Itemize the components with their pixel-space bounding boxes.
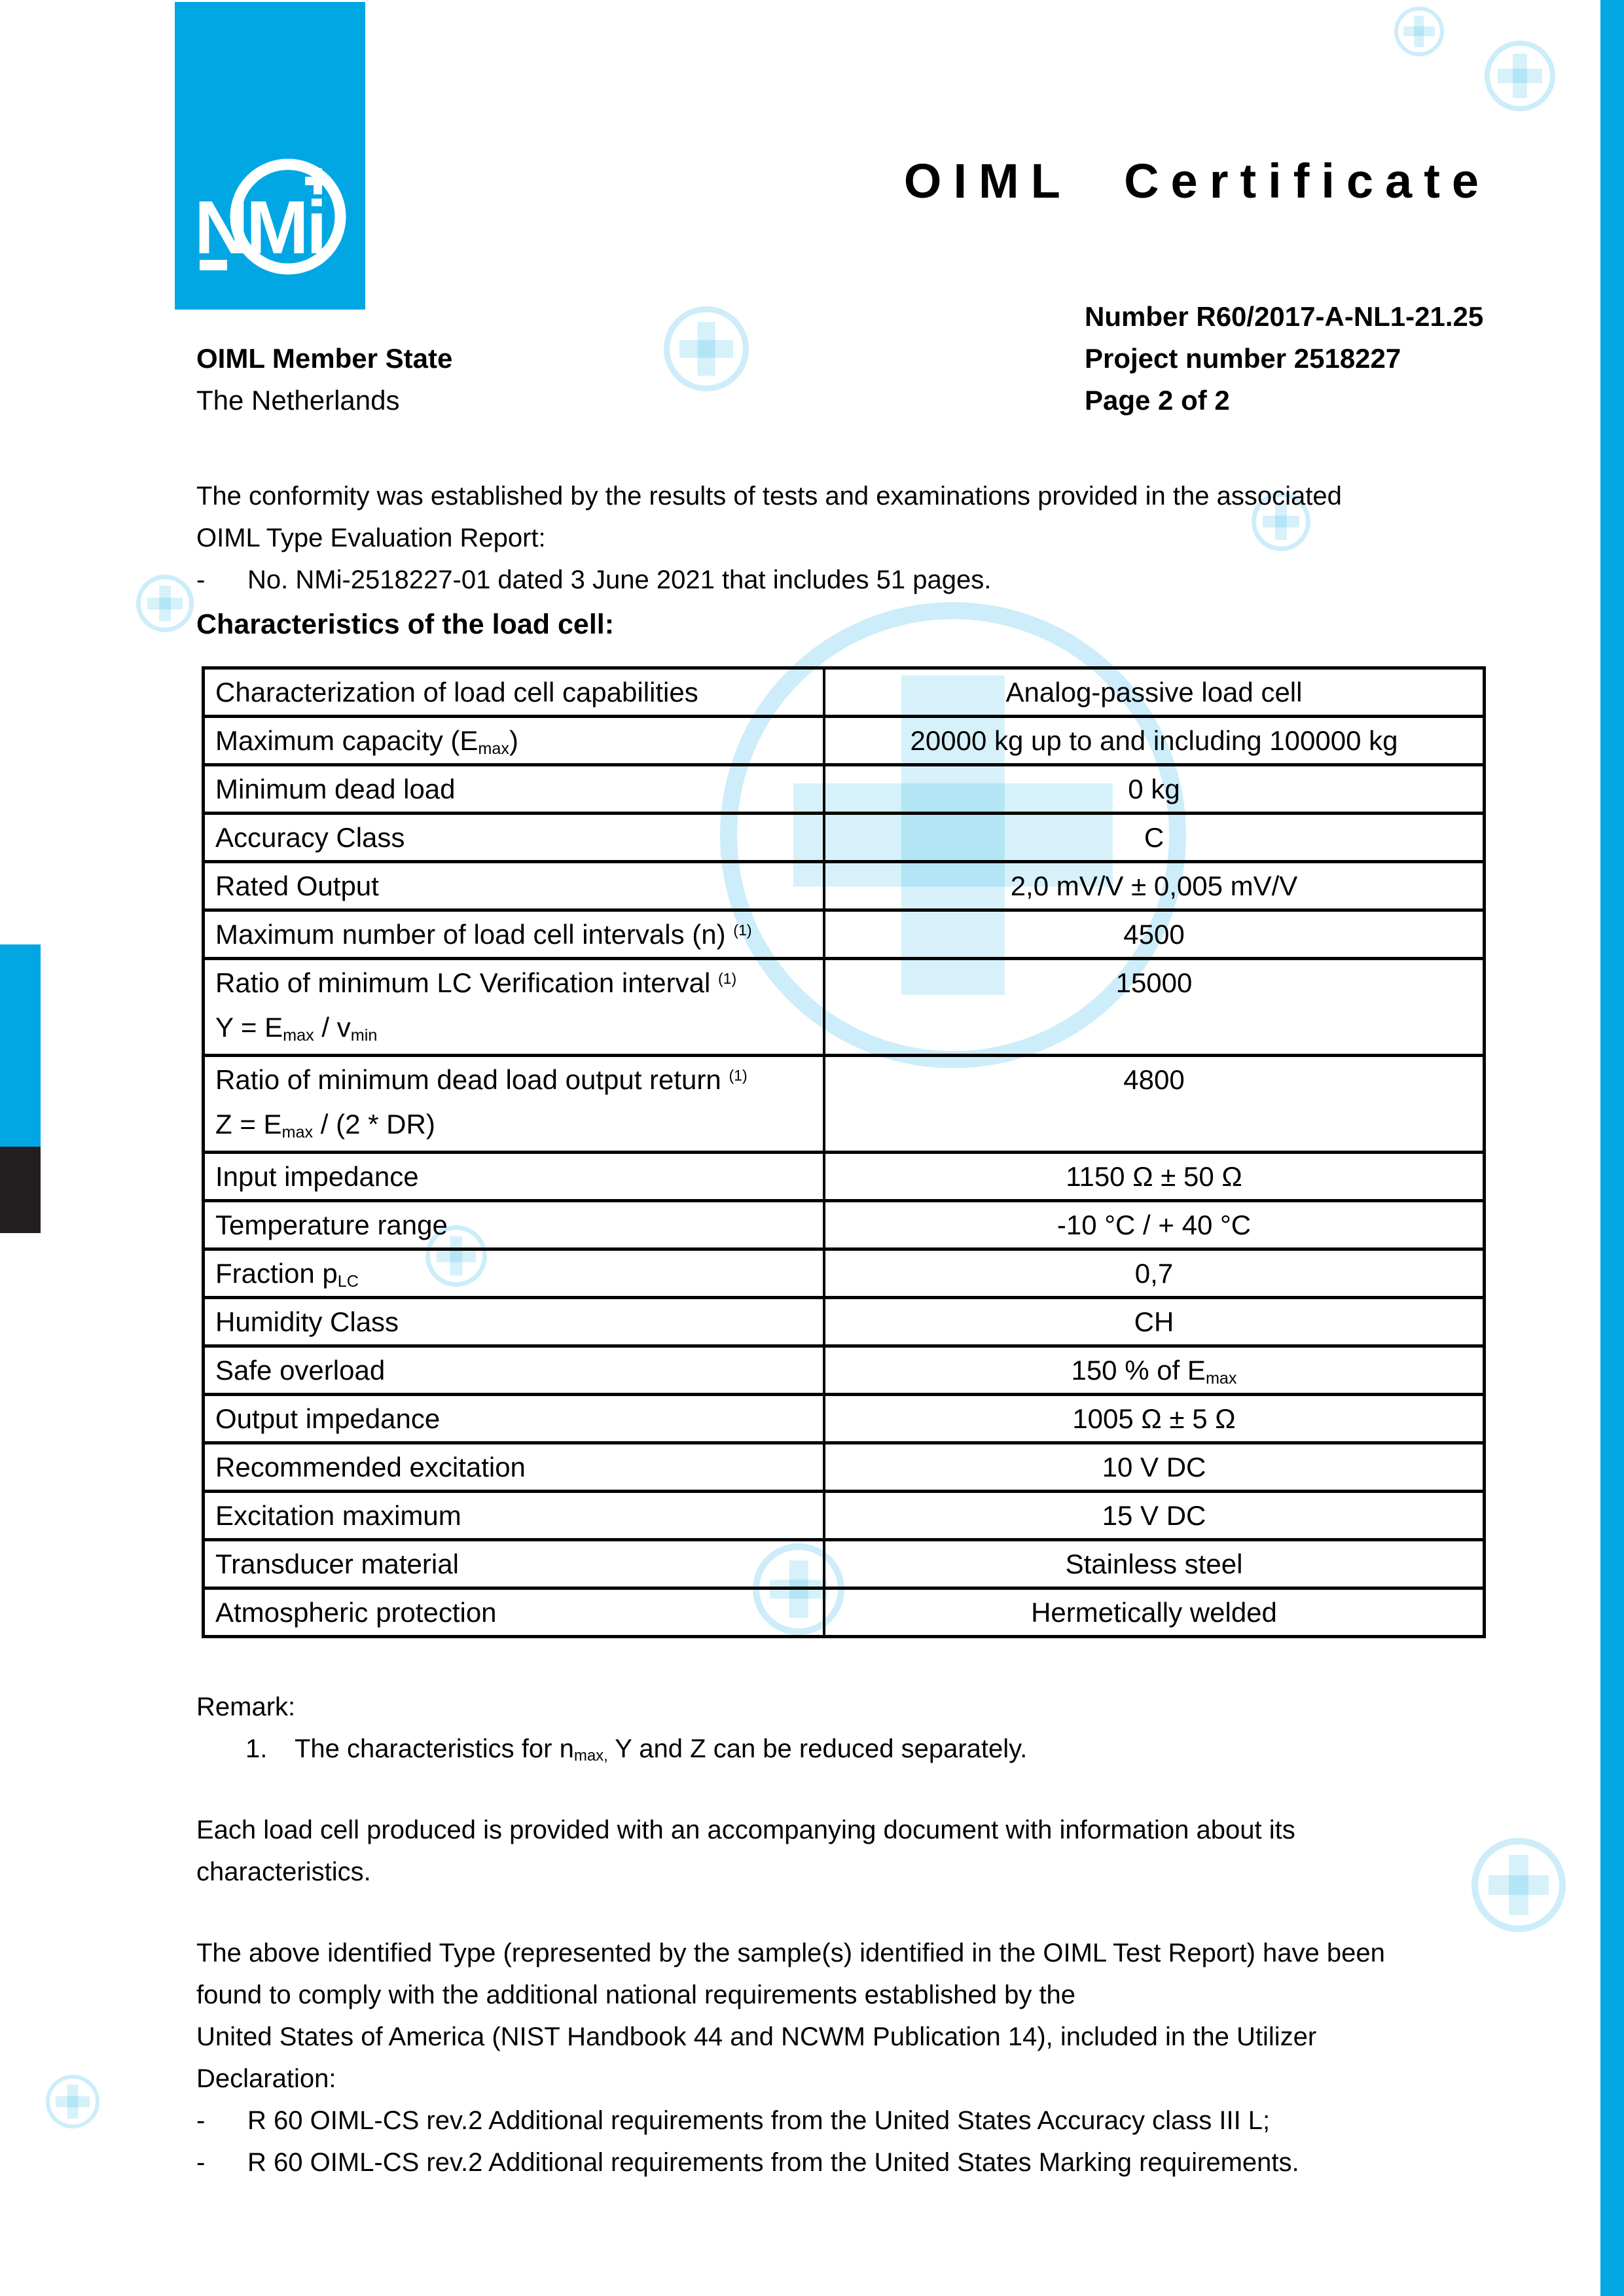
characteristics-table	[202, 666, 1486, 1638]
table-value: 1005 Ω ± 5 Ω	[1072, 1403, 1236, 1434]
table-label: Atmospheric protection	[215, 1597, 497, 1628]
table-label-cell	[205, 1154, 825, 1199]
remark-item	[196, 1728, 1502, 1770]
member-state-label: OIML Member State	[196, 343, 453, 374]
requirement-bullet-text: R 60 OIML-CS rev.2 Additional requirements from the United States Marking requirements.	[247, 2148, 1299, 2177]
bullet-dash: -	[196, 2106, 206, 2135]
table-label: Recommended excitation	[215, 1452, 526, 1482]
project-number: Project number 2518227	[1085, 343, 1401, 374]
table-value: C	[1144, 822, 1164, 853]
table-label: Transducer material	[215, 1549, 459, 1579]
logo-wordmark: NMi	[194, 186, 325, 270]
plus-circle-watermark	[1485, 41, 1555, 111]
table-label-cell	[205, 1590, 825, 1635]
table-label-cell	[205, 1396, 825, 1441]
table-label: Fraction $p_{LC}$	[215, 1258, 359, 1291]
paragraph-line: The conformity was established by the results of tests and examinations provided in the associated	[196, 482, 1342, 511]
paragraph-line: found to comply with the additional national requirements established by the	[196, 1981, 1076, 2009]
table-label: Temperature range	[215, 1210, 448, 1240]
table-label-cell	[205, 766, 825, 812]
page-title: OIML Certificate	[903, 154, 1490, 208]
table-label: Ratio of minimum LC Verification interval $^{(1)}$	[215, 967, 737, 998]
report-bullet	[196, 559, 1499, 601]
table-row	[205, 670, 1483, 718]
table-value: 4800	[1123, 1064, 1185, 1095]
table-value: -10 °C / + 40 °C	[1056, 1210, 1252, 1240]
table-value: 150 % of $E_{max}$	[1071, 1355, 1237, 1388]
table-label-cell	[205, 1493, 825, 1538]
paragraph-line: OIML Type Evaluation Report:	[196, 524, 546, 552]
table-label: Ratio of minimum dead load output return $^{(1)}$	[215, 1064, 748, 1095]
bullet-dash: -	[196, 565, 206, 594]
paragraph-line: Each load cell produced is provided with an accompanying document with information about its	[196, 1816, 1295, 1844]
table-value: 4500	[1123, 919, 1185, 950]
paragraph-line: The above identified Type (represented by the sample(s) identified in the OIML Test Report) have been	[196, 1939, 1385, 1967]
table-row	[205, 1493, 1483, 1541]
table-row	[205, 1348, 1483, 1396]
table-value: 20000 kg up to and including 100000 kg	[910, 725, 1398, 756]
table-value: 2,0 mV/V ± 0,005 mV/V	[1010, 870, 1298, 901]
table-label: Maximum capacity $(E_{max})$	[215, 725, 519, 758]
table-label: Output impedance	[215, 1403, 441, 1434]
table-label: Maximum number of load cell intervals (n) $^{(1)}$	[215, 919, 752, 950]
table-row	[205, 1057, 1483, 1154]
table-row	[205, 718, 1483, 766]
table-label-formula: $Z = E_{max} / (2 * DR)$	[215, 1109, 435, 1141]
table-label-cell	[205, 863, 825, 908]
table-label-formula: $Y = E_{max} / v_{min}$	[215, 1012, 378, 1045]
plus-circle-watermark	[46, 2075, 99, 2128]
table-value: Analog-passive load cell	[1005, 677, 1303, 708]
right-edge-blue-strip	[1600, 0, 1624, 2296]
table-value: CH	[1134, 1306, 1174, 1337]
table-row	[205, 863, 1483, 912]
table-row	[205, 1251, 1483, 1299]
plus-icon	[305, 177, 331, 185]
table-value: 0 kg	[1128, 774, 1180, 804]
nmi-logo-graphic	[175, 2, 365, 310]
requirement-bullet-text: R 60 OIML-CS rev.2 Additional requirements from the United States Accuracy class III L;	[247, 2106, 1271, 2135]
member-state-value: The Netherlands	[196, 385, 400, 416]
table-value: 0,7	[1134, 1258, 1174, 1289]
table-row	[205, 766, 1483, 815]
table-label-cell	[205, 1444, 825, 1490]
table-label: Rated Output	[215, 870, 379, 901]
bottom-text-block	[196, 1686, 1502, 2183]
member-state-block	[196, 338, 452, 422]
remark-item-text: The characteristics for $n_{max,}$ Y and Z can be reduced separately.	[295, 1734, 1028, 1765]
table-row	[205, 1202, 1483, 1251]
table-row	[205, 960, 1483, 1057]
certificate-number: Number R60/2017-A-NL1-21.25	[1085, 301, 1484, 332]
table-value: 15 V DC	[1102, 1500, 1206, 1531]
table-row	[205, 1396, 1483, 1444]
bullet-dash: -	[196, 2148, 206, 2177]
table-label-cell	[205, 960, 825, 1054]
left-edge-blue-bar	[0, 944, 41, 1147]
section-heading: Characteristics of the load cell:	[196, 609, 615, 640]
table-label-cell	[205, 718, 825, 763]
table-label-cell	[205, 670, 825, 715]
table-label: Input impedance	[215, 1161, 419, 1192]
table-label: Minimum dead load	[215, 774, 456, 804]
left-edge-dark-bar	[0, 1147, 41, 1233]
conformity-paragraph	[196, 475, 1499, 601]
table-row	[205, 815, 1483, 863]
table-label-cell	[205, 815, 825, 860]
table-row	[205, 1541, 1483, 1590]
table-value: Stainless steel	[1065, 1549, 1243, 1579]
table-value: 1150 Ω ± 50 Ω	[1066, 1161, 1242, 1192]
table-label-cell	[205, 1299, 825, 1344]
remark-heading: Remark:	[196, 1693, 296, 1721]
remark-item-number: 1.	[245, 1734, 268, 1763]
page-indicator: Page 2 of 2	[1085, 385, 1230, 416]
table-row	[205, 912, 1483, 960]
paragraph-line: Declaration:	[196, 2064, 336, 2093]
table-label-cell	[205, 1251, 825, 1296]
table-label-cell	[205, 1348, 825, 1393]
table-value: 15000	[1115, 967, 1193, 998]
table-row	[205, 1590, 1483, 1635]
table-label: Humidity Class	[215, 1306, 399, 1337]
table-row	[205, 1299, 1483, 1348]
report-bullet-text: No. NMi-2518227-01 dated 3 June 2021 that includes 51 pages.	[247, 565, 992, 594]
plus-circle-watermark	[136, 575, 194, 632]
table-label-cell	[205, 1202, 825, 1247]
table-row	[205, 1444, 1483, 1493]
accompanying-document-paragraph	[196, 1809, 1502, 1893]
paragraph-line: United States of America (NIST Handbook 44 and NCWM Publication 14), included in the Utilizer	[196, 2022, 1317, 2051]
plus-circle-watermark	[664, 306, 749, 391]
national-requirements-paragraph	[196, 1932, 1502, 2183]
requirement-bullet	[196, 2142, 1502, 2183]
paragraph-line: characteristics.	[196, 1857, 371, 1886]
table-label: Safe overload	[215, 1355, 386, 1386]
nmi-logo	[175, 2, 365, 310]
plus-circle-watermark	[1394, 7, 1444, 56]
table-label: Characterization of load cell capabilities	[215, 677, 698, 708]
table-value: Hermetically welded	[1031, 1597, 1277, 1628]
table-row	[205, 1154, 1483, 1202]
certificate-meta	[1085, 296, 1483, 422]
table-label-cell	[205, 912, 825, 957]
requirement-bullet	[196, 2100, 1502, 2142]
table-label: Excitation maximum	[215, 1500, 461, 1531]
table-label-cell	[205, 1057, 825, 1151]
table-label-cell	[205, 1541, 825, 1587]
table-value: 10 V DC	[1102, 1452, 1206, 1482]
table-label: Accuracy Class	[215, 822, 405, 853]
